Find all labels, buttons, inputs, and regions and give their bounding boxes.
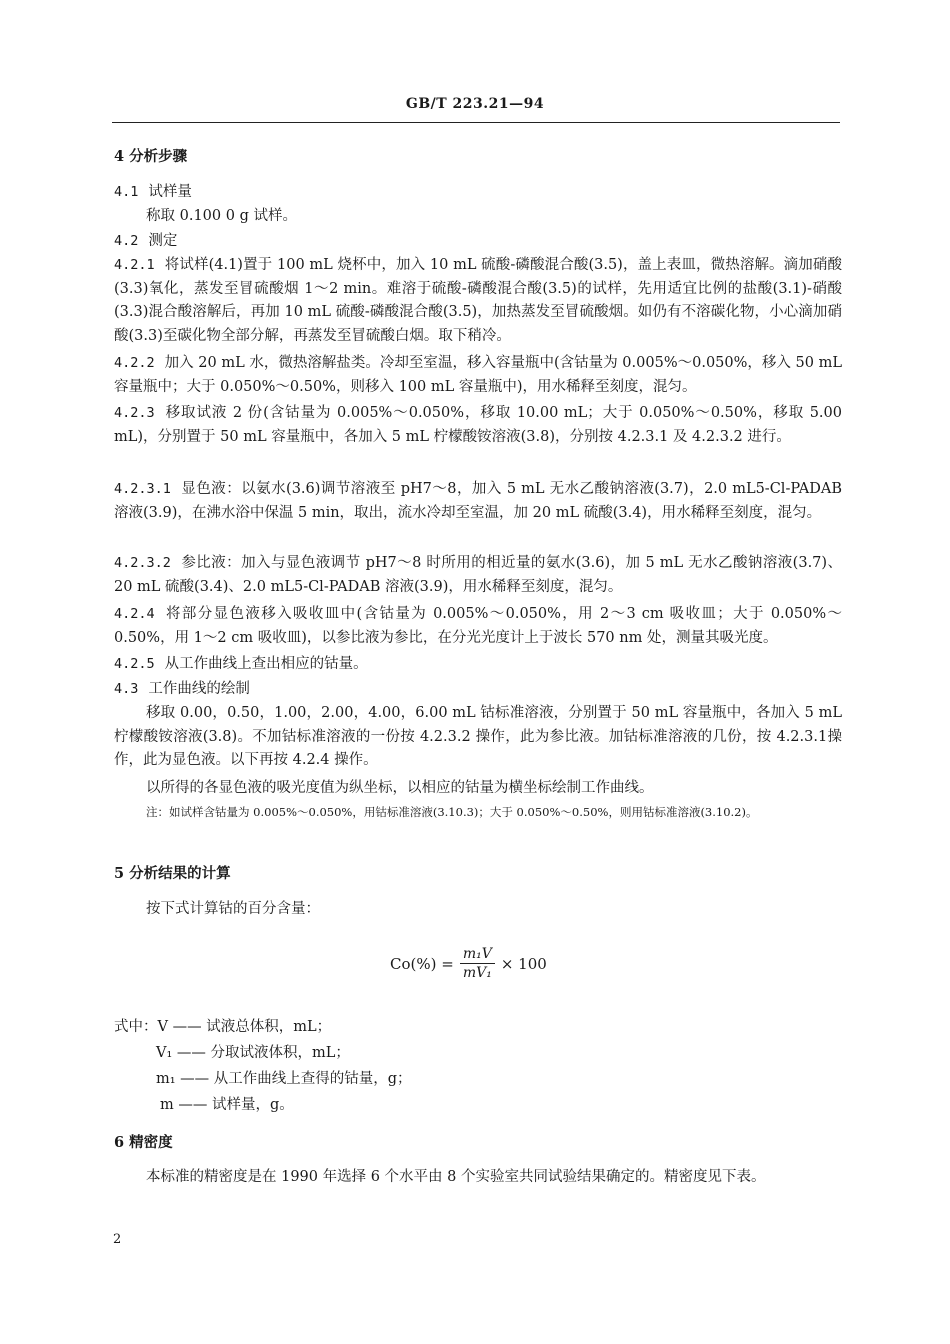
formula-fraction bbox=[460, 946, 495, 981]
section-5-text: 按下式计算钴的百分含量： bbox=[146, 901, 320, 917]
section-4-2-1 bbox=[114, 254, 842, 348]
section-4-2-heading bbox=[114, 230, 842, 253]
section-number: 4.2.2 bbox=[114, 355, 155, 371]
section-4-title: 4 分析步骤 bbox=[114, 148, 188, 165]
section-title: 工作曲线的绘制 bbox=[148, 681, 250, 697]
header-rule bbox=[112, 122, 840, 123]
section-title: 试样量 bbox=[148, 184, 192, 200]
formula-lhs: Co(%) = bbox=[390, 954, 454, 973]
section-4-3-note: 注：如试样含钴量为 0.005%～0.050%，用钴标准溶液(3.10.3)；大于 0.050%～0.50%，则用钴标准溶液(3.10.2)。 bbox=[146, 805, 758, 819]
definition-v1: V₁ —— 分取试液体积，mL； bbox=[156, 1045, 350, 1061]
section-4-2-3-2 bbox=[114, 552, 842, 599]
paragraph-text: 移取试液 2 份(含钴量为 0.005%～0.050%，移取 10.00 mL；大于 0.050%～0.50%，移取 5.00 mL)，分别置于 50 mL 容量瓶中，各加入 5 mL 柠檬酸铵溶液(3.8)，分别按 4.2.3.1 及 4.2.3.2 进行。 bbox=[114, 405, 842, 445]
section-number: 4.2.3.1 bbox=[114, 481, 171, 497]
section-4-1-heading bbox=[114, 181, 842, 204]
paragraph-text: 将部分显色液移入吸收皿中(含钴量为 0.005%～0.050%，用 2～3 cm 吸收皿；大于 0.050%～0.50%，用 1～2 cm 吸收皿)，以参比液为参比，在分光光度计上于波长 570 nm 处，测量其吸光度。 bbox=[114, 606, 842, 646]
definition-m1: m₁ —— 从工作曲线上查得的钴量，g； bbox=[156, 1071, 412, 1087]
definition-intro: 式中： bbox=[114, 1019, 158, 1035]
definition-m: m —— 试样量，g。 bbox=[160, 1097, 294, 1113]
section-4-2-5 bbox=[114, 653, 842, 676]
section-title: 测定 bbox=[148, 233, 178, 249]
formula-denominator: mV₁ bbox=[462, 965, 492, 981]
section-6-title: 6 精密度 bbox=[114, 1134, 173, 1151]
paragraph-text: 显色液：以氨水(3.6)调节溶液至 pH7～8，加入 5 mL 无水乙酸钠溶液(3.7)，2.0 mL5-Cl-PADAB 溶液(3.9)，在沸水浴中保温 5 min，取出，流水冷却至室温，加 20 mL 硫酸(3.4)，用水稀释至刻度，混匀。 bbox=[114, 481, 842, 521]
section-number: 4.2.3.2 bbox=[114, 555, 171, 571]
cobalt-formula bbox=[390, 946, 547, 981]
section-6-text: 本标准的精密度是在 1990 年选择 6 个水平由 8 个实验室共同试验结果确定的。精密度见下表。 bbox=[146, 1169, 766, 1185]
paragraph-text: 加入 20 mL 水，微热溶解盐类。冷却至室温，移入容量瓶中(含钴量为 0.005%～0.050%，移入 50 mL 容量瓶中；大于 0.050%～0.50%，则移入 100 mL 容量瓶中)，用水稀释至刻度，混匀。 bbox=[114, 355, 842, 395]
paragraph-text: 参比液：加入与显色液调节 pH7～8 时所用的相近量的氨水(3.6)，加 5 mL 无水乙酸钠溶液(3.7)、20 mL 硫酸(3.4)、2.0 mL5-Cl-PADAB 溶液(3.9)，用水稀释至刻度，混匀。 bbox=[114, 555, 842, 595]
definition-v bbox=[114, 1016, 842, 1039]
section-4-2-2 bbox=[114, 352, 842, 399]
section-4-3-paragraph-2: 以所得的各显色液的吸光度值为纵坐标，以相应的钴量为横坐标绘制工作曲线。 bbox=[146, 780, 654, 796]
section-4-2-4 bbox=[114, 603, 842, 650]
section-number: 4.2 bbox=[114, 233, 139, 249]
section-4-2-3 bbox=[114, 402, 842, 449]
section-number: 4.2.5 bbox=[114, 656, 155, 672]
definition-text: V —— 试液总体积，mL； bbox=[157, 1019, 332, 1035]
section-number: 4.2.4 bbox=[114, 606, 155, 622]
section-4-2-3-1 bbox=[114, 478, 842, 525]
formula-rhs: × 100 bbox=[500, 954, 547, 973]
section-number: 4.1 bbox=[114, 184, 139, 200]
section-number: 4.2.1 bbox=[114, 257, 155, 273]
section-4-3-paragraph-1: 移取 0.00，0.50，1.00，2.00，4.00，6.00 mL 钴标准溶液，分别置于 50 mL 容量瓶中，各加入 5 mL 柠檬酸铵溶液(3.8)。不加钴标准溶液的一份按 4.2.3.2 操作，此为参比液。加钴标准溶液的几份，按 4.2.3.1操作，此为显色液。以下再按 4.2.4 操作。 bbox=[114, 705, 842, 768]
paragraph-text: 将试样(4.1)置于 100 mL 烧杯中，加入 10 mL 硫酸-磷酸混合酸(3.5)，盖上表皿，微热溶解。滴加硝酸(3.3)氧化，蒸发至冒硫酸烟 1～2 min。难溶于硫酸-磷酸混合酸(3.5)的试样，先用适宜比例的盐酸(3.1)-硝酸(3.3)混合酸溶解后，再加 10 mL 硫酸-磷酸混合酸(3.5)，加热蒸发至冒硫酸烟。如仍有不溶碳化物，小心滴加硝酸(3.3)至碳化物全部分解，再蒸发至冒硫酸白烟。取下稍冷。 bbox=[114, 257, 842, 344]
page-number: 2 bbox=[113, 1232, 122, 1247]
section-5-title: 5 分析结果的计算 bbox=[114, 865, 231, 882]
section-number: 4.3 bbox=[114, 681, 139, 697]
paragraph-text: 从工作曲线上查出相应的钴量。 bbox=[164, 656, 368, 672]
section-4-1-text: 称取 0.100 0 g 试样。 bbox=[146, 208, 297, 224]
section-number: 4.2.3 bbox=[114, 405, 155, 421]
formula-numerator: m₁V bbox=[460, 946, 495, 964]
standard-code-header: GB/T 223.21—94 bbox=[405, 96, 545, 112]
section-4-3-heading bbox=[114, 678, 842, 701]
